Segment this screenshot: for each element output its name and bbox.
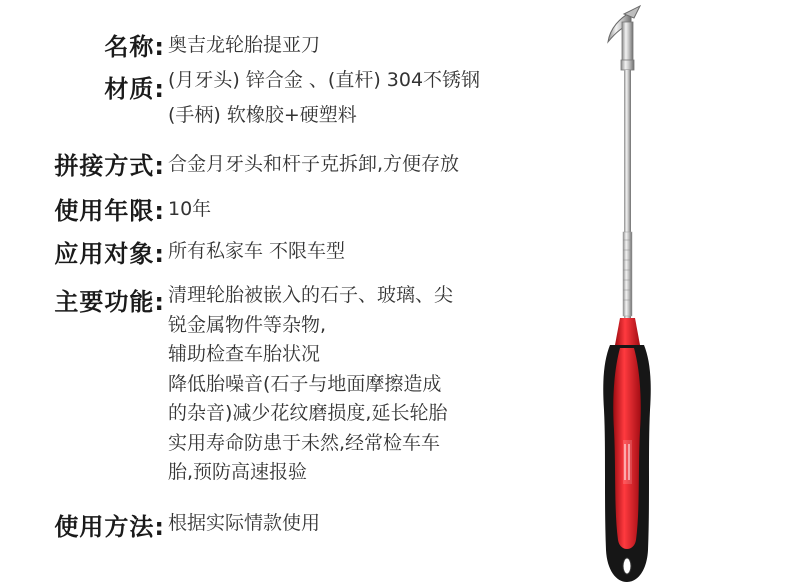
functions-line: 清理轮胎被嵌入的石子、玻璃、尖 [168,284,454,306]
functions-line: 辅助检查车胎状况 [168,343,321,365]
material-line: (月牙头) 锌合金 、(直杆) 304不锈钢 [168,69,481,91]
target-label: 应用对象: [54,240,165,268]
functions-line: 锐金属物件等杂物, [168,313,327,336]
functions-line: 胎,预防高速报验 [168,461,308,483]
functions-line: 实用寿命防患于未然,经常检车车 [168,431,441,454]
material-line: (手柄) 软橡胶+硬塑料 [168,103,357,126]
assembly-value: 合金月牙头和杆子克拆卸,方便存放 [168,153,460,175]
functions-line: 的杂音)减少花纹磨损度,延长轮胎 [168,402,448,424]
usage-value: 根据实际情款使用 [168,512,321,534]
functions-value [168,281,453,488]
name-value: 奥吉龙轮胎提亚刀 [168,34,321,56]
lifespan-value: 10年 [168,198,212,220]
tire-stone-removal-hook-icon [560,0,690,586]
name-label: 名称: [104,33,165,61]
usage-label: 使用方法: [54,513,165,541]
assembly-label: 拼接方式: [54,152,165,180]
target-value: 所有私家车 不限车型 [168,240,346,262]
lifespan-label: 使用年限: [54,197,165,225]
functions-line: 降低胎噪音(石子与地面摩擦造成 [168,372,442,395]
functions-label: 主要功能: [54,288,165,316]
material-value [168,66,480,130]
material-label: 材质: [104,75,165,103]
